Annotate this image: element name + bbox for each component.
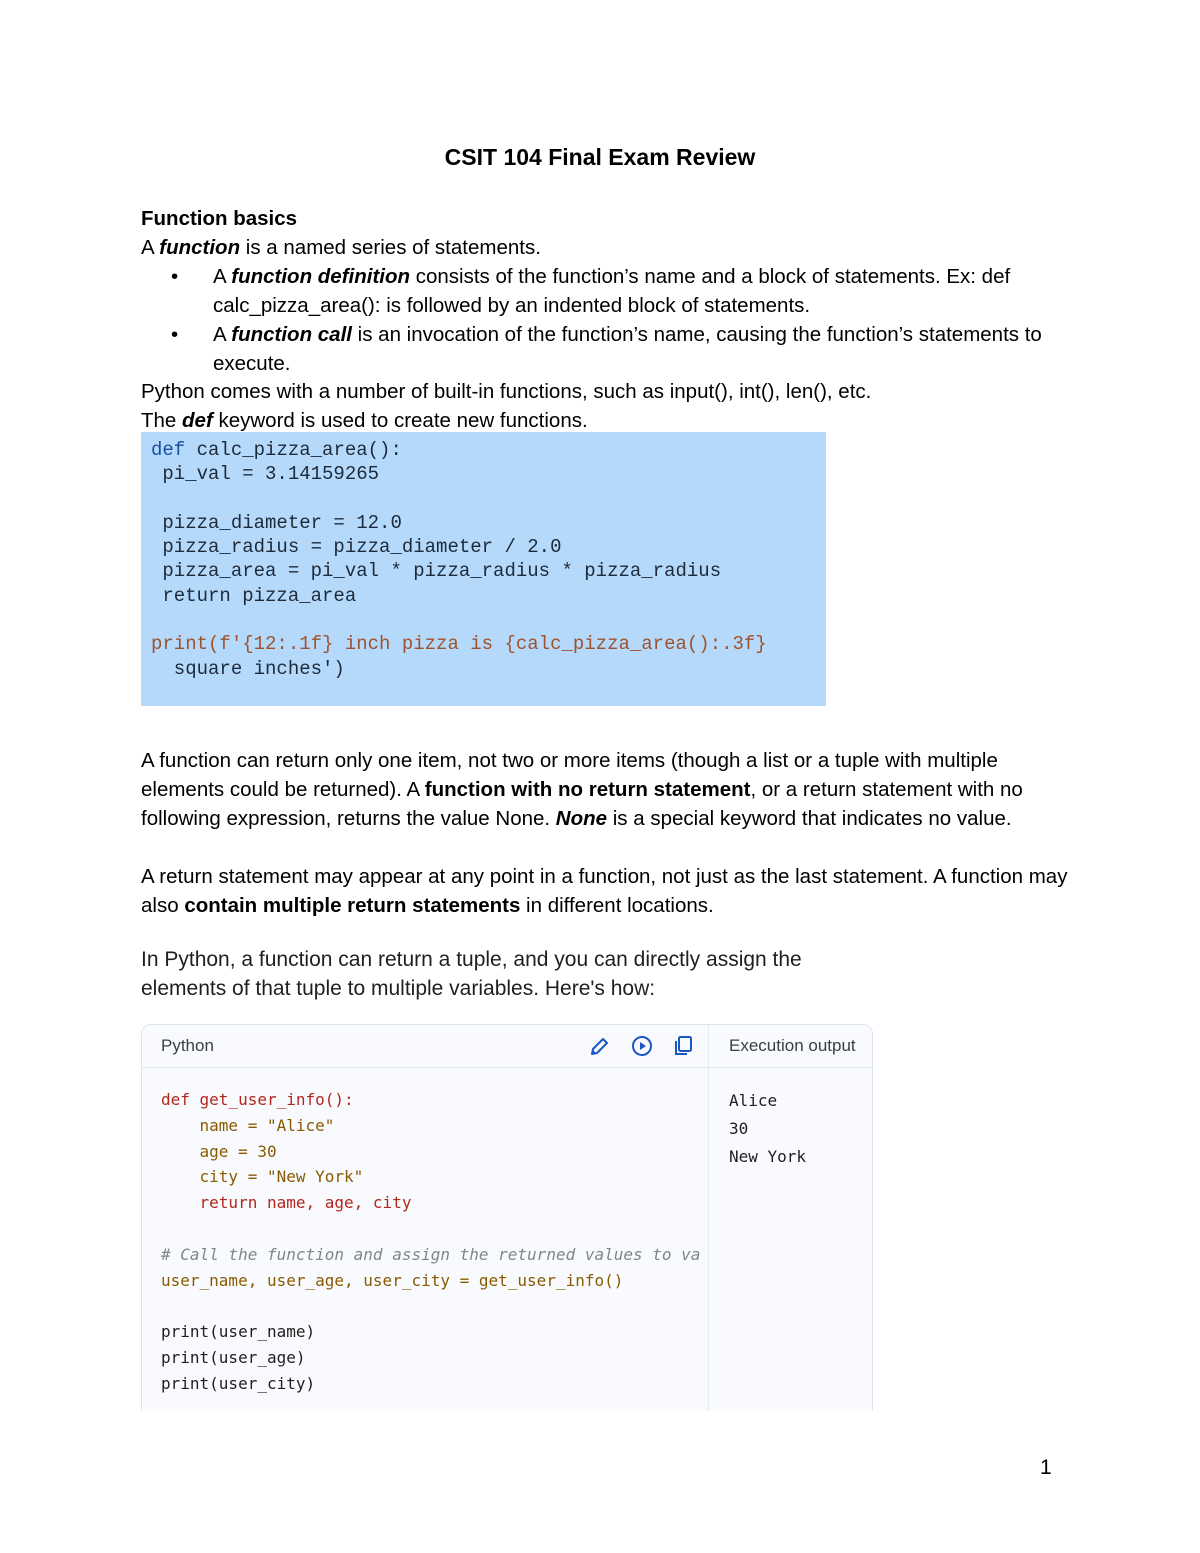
paragraph-text: A return statement may appear at any point in a function, not just as the last statement. A function may also — [141, 865, 1068, 917]
code-header — [142, 1025, 708, 1068]
code-line: print(f'{12:.1f} inch pizza is {calc_pizza_area():.3f} — [151, 633, 767, 656]
output-pane — [709, 1025, 872, 1411]
def-line — [141, 406, 1071, 435]
builtins-line: Python comes with a number of built-in functions, such as input(), int(), len(), etc. — [141, 380, 872, 403]
paragraph-text: in different locations. — [520, 894, 714, 917]
code-line: print(user_age) — [161, 1347, 306, 1367]
code-text: calc_pizza_area(): — [196, 439, 402, 461]
code-pane — [142, 1025, 709, 1411]
copy-icon[interactable] — [671, 1034, 695, 1058]
code-card — [141, 1024, 873, 1411]
bold-term: function with no return statement — [424, 778, 751, 801]
code-line: pizza_radius = pizza_diameter / 2.0 — [151, 536, 562, 559]
code-line: user_name, user_age, user_city = get_user_info() — [161, 1270, 624, 1290]
page-number: 1 — [1040, 1456, 1052, 1479]
code-line: return name, age, city — [161, 1193, 412, 1213]
bullet-prefix: A — [213, 323, 232, 346]
code-line: print(user_city) — [161, 1373, 316, 1393]
code-listing — [141, 432, 826, 681]
output-line: 30 — [729, 1119, 749, 1138]
output-header — [709, 1025, 872, 1068]
output-title: Execution output — [729, 1036, 856, 1055]
bullet-term: function definition — [231, 265, 411, 288]
bullet-term: function call — [231, 323, 352, 346]
tuple-intro: In Python, a function can return a tuple, and you can directly assign the elements of that tuple to multiple variables. Here's how: — [141, 948, 802, 1000]
def-prefix: The — [141, 409, 183, 432]
code-line: city = "New York" — [161, 1167, 364, 1187]
intro-prefix: A — [141, 236, 160, 259]
output-line: Alice — [729, 1091, 778, 1110]
edit-icon[interactable] — [588, 1034, 612, 1058]
run-icon[interactable] — [630, 1034, 654, 1058]
bullet-text: is an invocation of the function’s name, causing the function’s statements to execute. — [213, 323, 1042, 375]
code-line: name = "Alice" — [161, 1115, 335, 1135]
paragraph-text: , or a return statement with no following expression, returns the value None. — [141, 778, 1023, 830]
language-label: Python — [161, 1036, 214, 1055]
paragraph-text: is a special keyword that indicates no value. — [607, 807, 1012, 830]
intro-suffix: is a named series of statements. — [240, 236, 541, 259]
output-lines — [729, 1087, 806, 1171]
code-line: def calc_pizza_area(): — [151, 439, 402, 461]
intro-term: function — [159, 236, 241, 259]
output-line: New York — [729, 1147, 807, 1166]
code-comment: # Call the function and assign the returned values to va — [161, 1244, 701, 1264]
code-line: pizza_diameter = 12.0 — [151, 511, 402, 534]
return-paragraph — [141, 746, 1071, 833]
bullet-prefix: A — [213, 265, 232, 288]
code-listing — [161, 1087, 700, 1397]
code-line: pizza_area = pi_val * pizza_radius * pizza_radius — [151, 560, 722, 583]
def-term: def — [182, 409, 213, 432]
def-suffix: keyword is used to create new functions. — [212, 409, 588, 432]
definition-list — [141, 262, 1071, 378]
code-line: return pizza_area — [151, 584, 357, 607]
code-line: age = 30 — [161, 1141, 277, 1161]
code-line: def get_user_info(): — [161, 1090, 354, 1109]
code-line: square inches') — [151, 657, 345, 680]
section-heading: Function basics — [141, 207, 298, 230]
list-item — [141, 320, 1071, 378]
intro-line — [141, 233, 1071, 262]
bold-term: contain multiple return statements — [184, 894, 521, 917]
multi-return-paragraph — [141, 862, 1071, 920]
bold-term: None — [555, 807, 608, 830]
code-line: pi_val = 3.14159265 — [151, 463, 380, 486]
code-line: print(user_name) — [161, 1322, 316, 1342]
paragraph-text: A function can return only one item, not two or more items (though a list or a tuple with multiple elements could be returned). A — [141, 749, 998, 801]
page-title: CSIT 104 Final Exam Review — [444, 144, 756, 170]
bullet-text: consists of the function’s name and a block of statements. Ex: def calc_pizza_area(): is followed by an indented block of statements. — [213, 265, 1011, 317]
list-item — [141, 262, 1071, 320]
pizza-code-block — [141, 432, 826, 706]
